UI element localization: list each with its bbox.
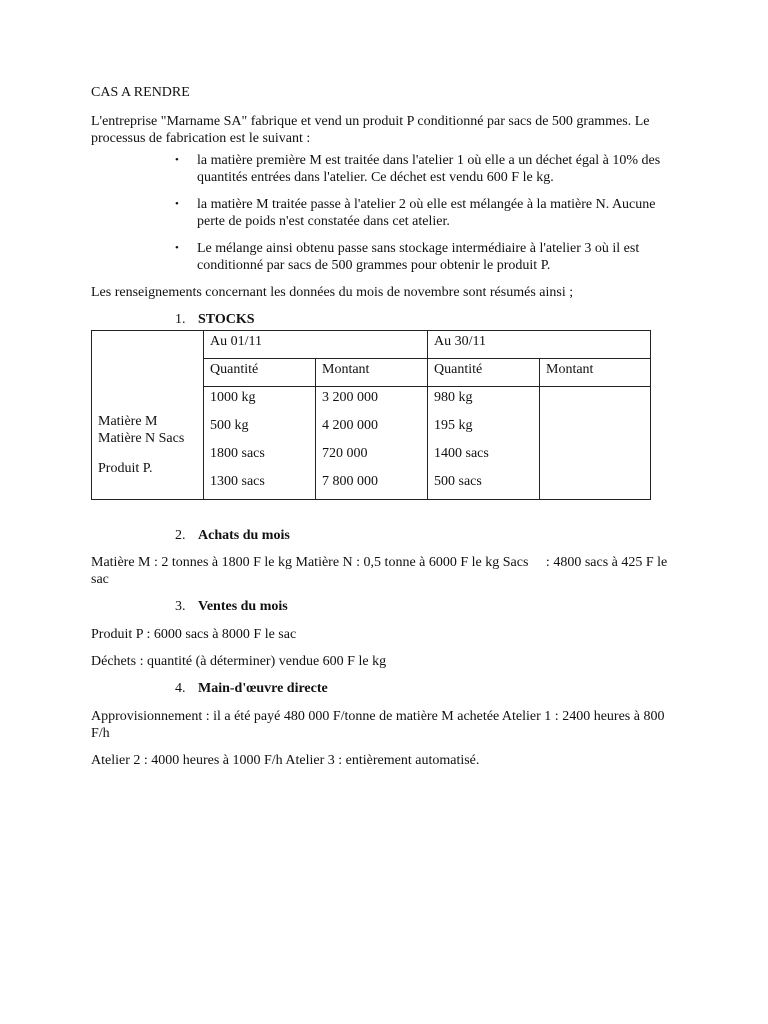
section-number: 1. [175,312,186,327]
process-step [91,152,681,186]
section-title: Achats du mois [198,528,290,543]
table-value: 1000 kg [210,390,256,405]
table-value: 500 sacs [434,474,482,489]
table-value: 195 kg [434,418,473,433]
ventes-line: Produit P : 6000 sacs à 8000 F le sac [91,627,297,642]
process-step [91,240,681,274]
table-value: 720 000 [322,446,368,461]
table-value: 500 kg [210,418,249,433]
case-title: CAS A RENDRE [91,85,190,100]
section-number: 3. [175,599,186,614]
table-header-qty: Quantité [428,359,540,387]
table-value: 3 200 000 [322,390,378,405]
section-heading [91,527,681,544]
table-cell-qty2 [428,387,540,500]
section-heading [91,311,681,328]
section-number: 4. [175,681,186,696]
ventes-line: Déchets : quantité (à déterminer) vendue 600 F le kg [91,654,387,669]
mod-paragraph: Atelier 2 : 4000 heures à 1000 F/h Atelier 3 : entièrement automatisé. [91,753,480,768]
process-step-text: la matière M traitée passe à l'atelier 2 où elle est mélangée à la matière N. Aucune perte de poids n'est constatée dans cet atelier. [197,197,656,229]
process-step-text: Le mélange ainsi obtenu passe sans stockage intermédiaire à l'atelier 3 où il est conditionné par sacs de 500 grammes pour obtenir le produit P. [197,241,640,273]
section-heading [91,680,681,697]
table-value: 7 800 000 [322,474,378,489]
table-cell-amt1 [316,387,428,500]
label-line: Produit P. [98,461,153,476]
lead-paragraph: Les renseignements concernant les données du mois de novembre sont résumés ainsi ; [91,285,574,300]
table-header-qty: Quantité [204,359,316,387]
bullet-icon: • [175,198,179,210]
table-value: 1800 sacs [210,446,265,461]
process-step-text: la matière première M est traitée dans l'atelier 1 où elle a un déchet égal à 10% des quantités entrées dans l'atelier. Ce déchet est vendu 600 F le kg. [197,153,661,185]
section-title: Ventes du mois [198,599,288,614]
stocks-table [91,330,651,500]
bullet-icon: • [175,154,179,166]
bullet-icon: • [175,242,179,254]
table-value: 1400 sacs [434,446,489,461]
section-title: STOCKS [198,312,255,327]
table-value: 1300 sacs [210,474,265,489]
table-header-amount: Montant [316,359,428,387]
table-header-amount: Montant [540,359,651,387]
table-value: 4 200 000 [322,418,378,433]
section-heading [91,598,681,615]
table-header-date: Au 30/11 [428,331,651,359]
label-line: Matière M [98,414,158,429]
label-line: Matière N Sacs [98,431,185,446]
table-value: 980 kg [434,390,473,405]
process-step [91,196,681,230]
intro-paragraph: L'entreprise "Marname SA" fabrique et vend un produit P conditionné par sacs de 500 grammes. Le processus de fabrication est le suivant : [91,114,650,146]
achats-paragraph: Matière M : 2 tonnes à 1800 F le kg Matière N : 0,5 tonne à 6000 F le kg Sacs : 4800 sacs à 425 F le sac [91,555,671,587]
table-header-date: Au 01/11 [204,331,428,359]
table-label-cell [92,331,204,500]
section-number: 2. [175,528,186,543]
section-title: Main-d'œuvre directe [198,681,328,696]
document-page [91,84,681,769]
table-cell-amt2 [540,387,651,500]
mod-paragraph: Approvisionnement : il a été payé 480 000 F/tonne de matière M achetée Atelier 1 : 2400 heures à 800 F/h [91,709,665,741]
table-cell-qty1 [204,387,316,500]
process-list [91,152,681,274]
